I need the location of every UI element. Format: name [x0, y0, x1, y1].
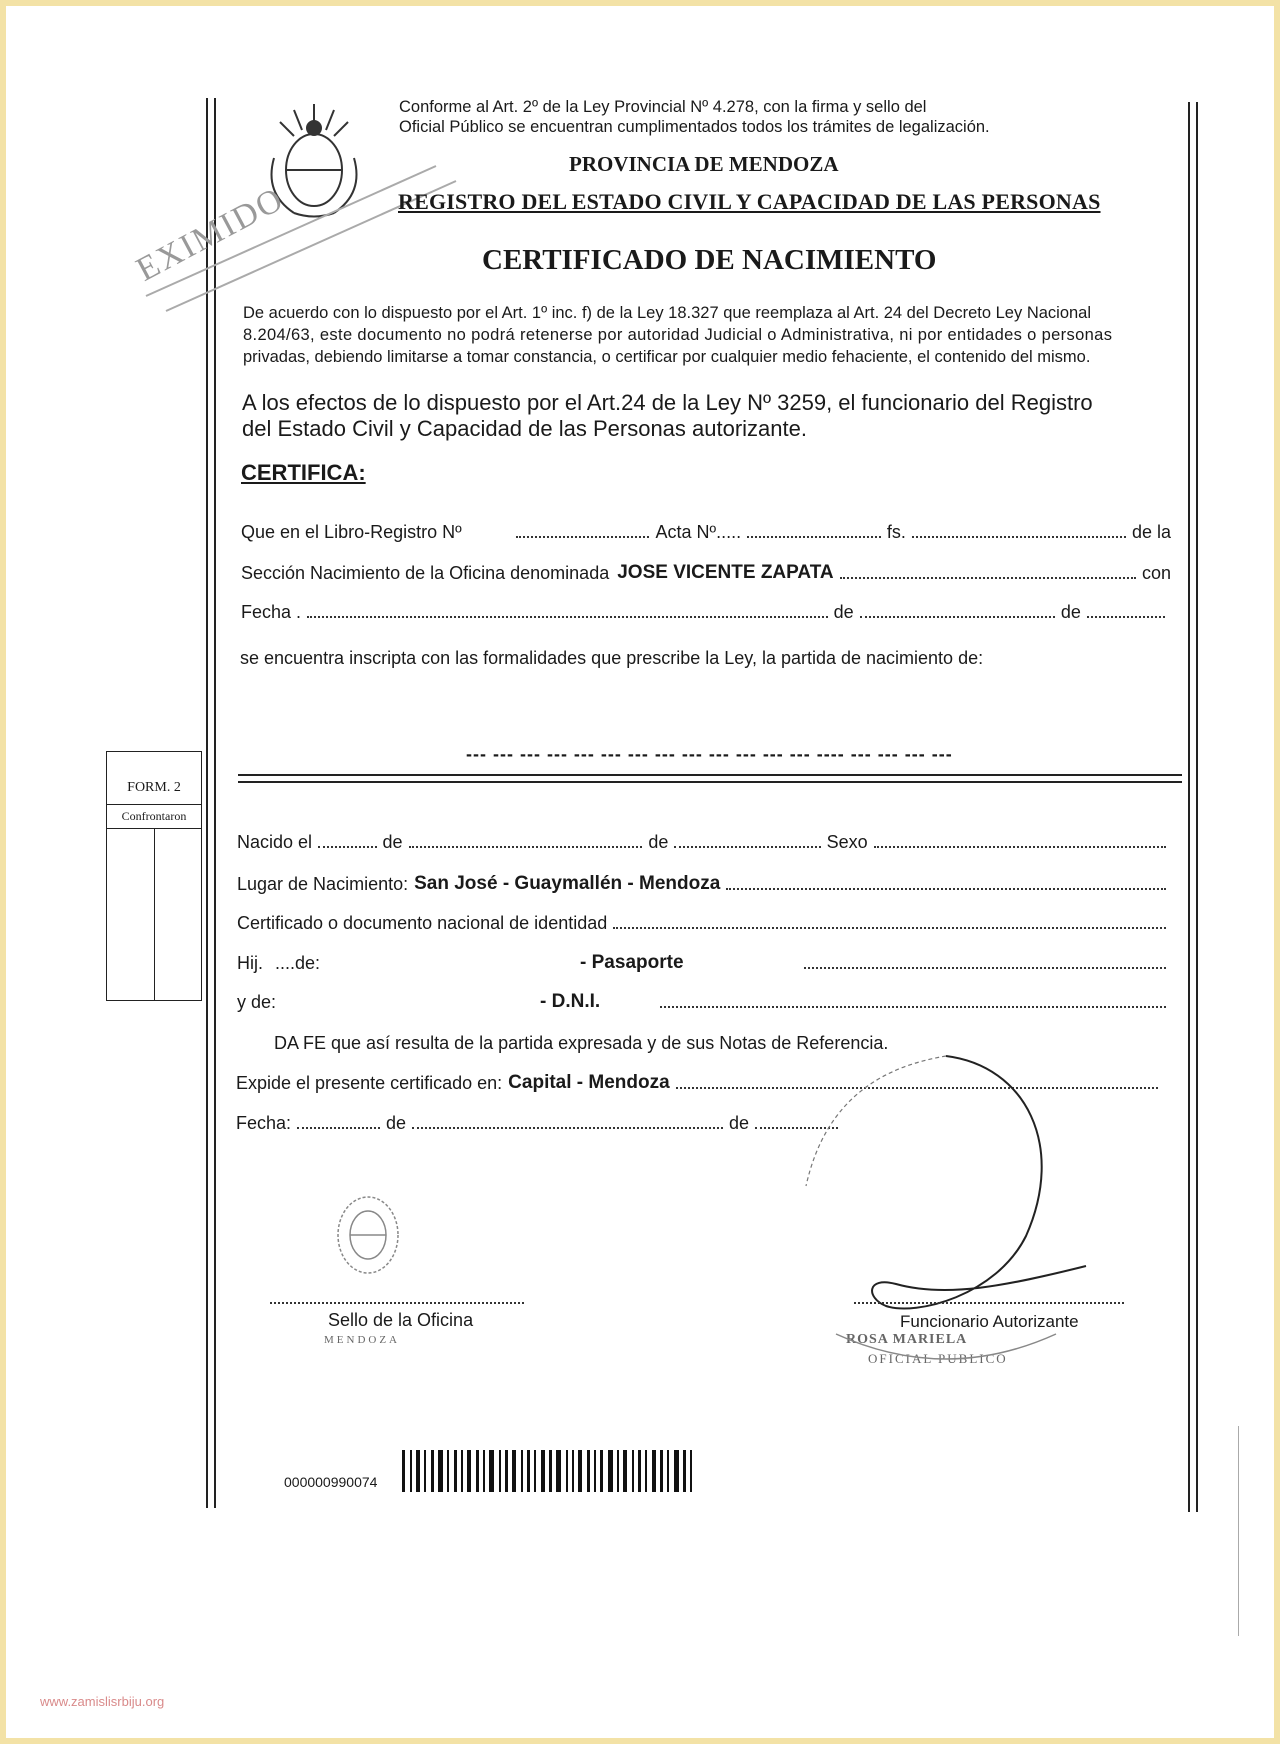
funcionario-label: Funcionario Autorizante [900, 1312, 1079, 1331]
confrontaron-label: Confrontaron [121, 809, 187, 823]
nacido-label: Nacido el [237, 832, 313, 852]
barcode-bar [521, 1450, 523, 1492]
hij-de-label: ....de: [275, 953, 321, 973]
watermark-text: www.zamislisrbiju.org [40, 1694, 165, 1709]
funcionario-stamp-arc [826, 1324, 1066, 1374]
person-name-dashes: --- --- --- --- --- --- --- --- --- --- --- --- --- ---- --- --- --- --- [466, 744, 953, 764]
barcode-bar [410, 1450, 412, 1492]
fecha-month [860, 616, 1055, 618]
separator-line-1 [238, 774, 1182, 776]
barcode-bar [454, 1450, 457, 1492]
barcode-bar [527, 1450, 530, 1492]
barcode-bar [541, 1450, 545, 1492]
y-de-dots [660, 1006, 1166, 1008]
barcode-bar [645, 1450, 647, 1492]
barcode-bar [674, 1450, 679, 1492]
exempt-stamp: EXIMIDO [130, 180, 291, 289]
fs-value [912, 536, 1126, 538]
barcode-bar [489, 1450, 494, 1492]
barcode-bar [556, 1450, 561, 1492]
nacido-de-label-2: de [648, 832, 669, 852]
acta-label: Acta Nº..... [655, 522, 742, 542]
barcode-bar [505, 1450, 508, 1492]
libro-registro-row [241, 522, 1171, 543]
certificate-sheet [6, 6, 1274, 1738]
separator-line-2 [238, 781, 1182, 783]
oficina-value: JOSE VICENTE ZAPATA [617, 562, 834, 583]
funcionario-stamp-role: OFICIAL PUBLICO [868, 1351, 1008, 1366]
province-title: PROVINCIA DE MENDOZA [569, 152, 839, 176]
lugar-label: Lugar de Nacimiento: [237, 874, 409, 894]
de-la-label: de la [1131, 522, 1172, 542]
fecha2-day [297, 1127, 380, 1129]
con-label: con [1141, 563, 1171, 583]
expide-label: Expide el presente certificado en: [236, 1073, 503, 1093]
barcode-bar [667, 1450, 669, 1492]
funcionario-dots [854, 1302, 1124, 1304]
signature-scribble [766, 1036, 1106, 1336]
fecha2-label: Fecha: [236, 1113, 292, 1133]
barcode-bar [499, 1450, 501, 1492]
barcode [402, 1450, 695, 1492]
nacido-row [237, 832, 1172, 853]
office-seal-label: Sello de la Oficina [328, 1310, 474, 1330]
barcode-bar [566, 1450, 568, 1492]
da-fe-text: DA FE que así resulta de la partida expresada y de sus Notas de Referencia. [274, 1033, 889, 1053]
fecha-label: Fecha . [241, 602, 302, 622]
fecha-value [307, 616, 828, 618]
y-de-label: y de: [237, 992, 277, 1012]
inscripta-text: se encuentra inscripta con las formalidades que prescribe la Ley, la partida de nacimiento de: [240, 648, 984, 668]
barcode-bar [572, 1450, 574, 1492]
form-divider-1 [107, 804, 201, 805]
barcode-bar [600, 1450, 603, 1492]
barcode-bar [447, 1450, 449, 1492]
documento-value [613, 927, 1166, 929]
fecha-de-label-2: de [1060, 602, 1081, 622]
barcode-bar [534, 1450, 536, 1492]
barcode-bar [578, 1450, 582, 1492]
exempt-stamp-frame [136, 156, 466, 316]
documento-label: Certificado o documento nacional de identidad [237, 913, 608, 933]
nacido-de-label-1: de [382, 832, 403, 852]
barcode-bar [660, 1450, 663, 1492]
fecha-de-label-1: de [833, 602, 854, 622]
notice-line-2: 8.204/63, este documento no podrá retenerse por autoridad Judicial o Administrativa, ni por entidades o personas [243, 326, 1113, 344]
barcode-bar [549, 1450, 552, 1492]
intro-line-2: del Estado Civil y Capacidad de las Personas autorizante. [242, 416, 807, 441]
barcode-bar [483, 1450, 485, 1492]
lugar-row [237, 873, 1172, 895]
libro-value [516, 536, 650, 538]
y-de-row [237, 991, 1172, 1013]
hij-label: Hij. [237, 953, 263, 973]
legal-note-line-2: Oficial Público se encuentran cumplimentados todos los trámites de legalización. [399, 118, 990, 136]
barcode-bar [652, 1450, 656, 1492]
fecha2-de-label-2: de [729, 1113, 750, 1133]
barcode-bar [416, 1450, 420, 1492]
seccion-row [241, 562, 1171, 584]
seccion-dots [840, 577, 1136, 579]
barcode-number: 000000990074 [284, 1474, 378, 1490]
fecha-row [241, 602, 1171, 623]
right-border-line-1 [1188, 102, 1190, 1512]
funcionario-stamp-name: ROSA MARIELA [846, 1332, 968, 1347]
barcode-bar [438, 1450, 443, 1492]
hij-dots [804, 967, 1166, 969]
fecha2-row [236, 1113, 844, 1134]
sexo-label: Sexo [826, 832, 868, 852]
legal-note-line-1: Conforme al Art. 2º de la Ley Provincial Nº 4.278, con la firma y sello del [399, 98, 927, 116]
certifica-heading: CERTIFICA: [241, 460, 366, 485]
form-number: FORM. 2 [127, 780, 181, 795]
form-divider-vertical [154, 828, 155, 1000]
barcode-bar [424, 1450, 426, 1492]
certificate-title: CERTIFICADO DE NACIMIENTO [482, 244, 937, 276]
office-seal-dots [270, 1302, 524, 1304]
barcode-bar [683, 1450, 686, 1492]
sexo-value [874, 846, 1166, 848]
barcode-bar [594, 1450, 596, 1492]
lugar-value: San José - Guaymallén - Mendoza [414, 873, 721, 894]
barcode-bar [431, 1450, 434, 1492]
documento-row [237, 913, 1172, 934]
fs-label: fs. [886, 522, 906, 542]
side-form-box [106, 751, 202, 1001]
libro-label: Que en el Libro-Registro Nº [241, 522, 462, 542]
barcode-bar [632, 1450, 634, 1492]
nacido-month [409, 846, 643, 848]
office-seal-stamp: MENDOZA [324, 1334, 400, 1346]
intro-line-1: A los efectos de lo dispuesto por el Art.24 de la Ley Nº 3259, el funcionario del Registro [242, 390, 1093, 415]
acta-value [747, 536, 881, 538]
barcode-bar [617, 1450, 619, 1492]
nacido-day [318, 846, 376, 848]
barcode-bar [623, 1450, 627, 1492]
notice-line-1: De acuerdo con lo dispuesto por el Art. 1º inc. f) de la Ley 18.327 que reemplaza al Art. 24 del Decreto Ley Nacional [243, 304, 1092, 322]
registry-title: REGISTRO DEL ESTADO CIVIL Y CAPACIDAD DE LAS PERSONAS [398, 189, 1101, 214]
barcode-bar [608, 1450, 613, 1492]
expide-value: Capital - Mendoza [508, 1072, 670, 1093]
pasaporte-value: - Pasaporte [580, 952, 684, 973]
barcode-bar [461, 1450, 463, 1492]
barcode-bar [587, 1450, 590, 1492]
barcode-bar [690, 1450, 692, 1492]
right-border-line-2 [1196, 102, 1198, 1512]
lugar-dots [726, 888, 1166, 890]
nacido-year [674, 846, 820, 848]
dni-value: - D.N.I. [540, 991, 601, 1012]
fecha2-de-label-1: de [385, 1113, 406, 1133]
hij-row [237, 952, 1172, 974]
notice-line-3: privadas, debiendo limitarse a tomar constancia, o certificar por cualquier medio fehaciente, el contenido del mismo. [243, 348, 1091, 366]
barcode-bar [512, 1450, 516, 1492]
scan-edge-mark [1238, 1426, 1239, 1636]
fecha2-month [412, 1127, 723, 1129]
fecha-year [1087, 616, 1165, 618]
barcode-bar [476, 1450, 479, 1492]
seccion-label: Sección Nacimiento de la Oficina denominada [241, 563, 610, 583]
barcode-bar [638, 1450, 641, 1492]
office-seal-icon [328, 1190, 408, 1280]
barcode-bar [467, 1450, 471, 1492]
barcode-bar [402, 1450, 405, 1492]
